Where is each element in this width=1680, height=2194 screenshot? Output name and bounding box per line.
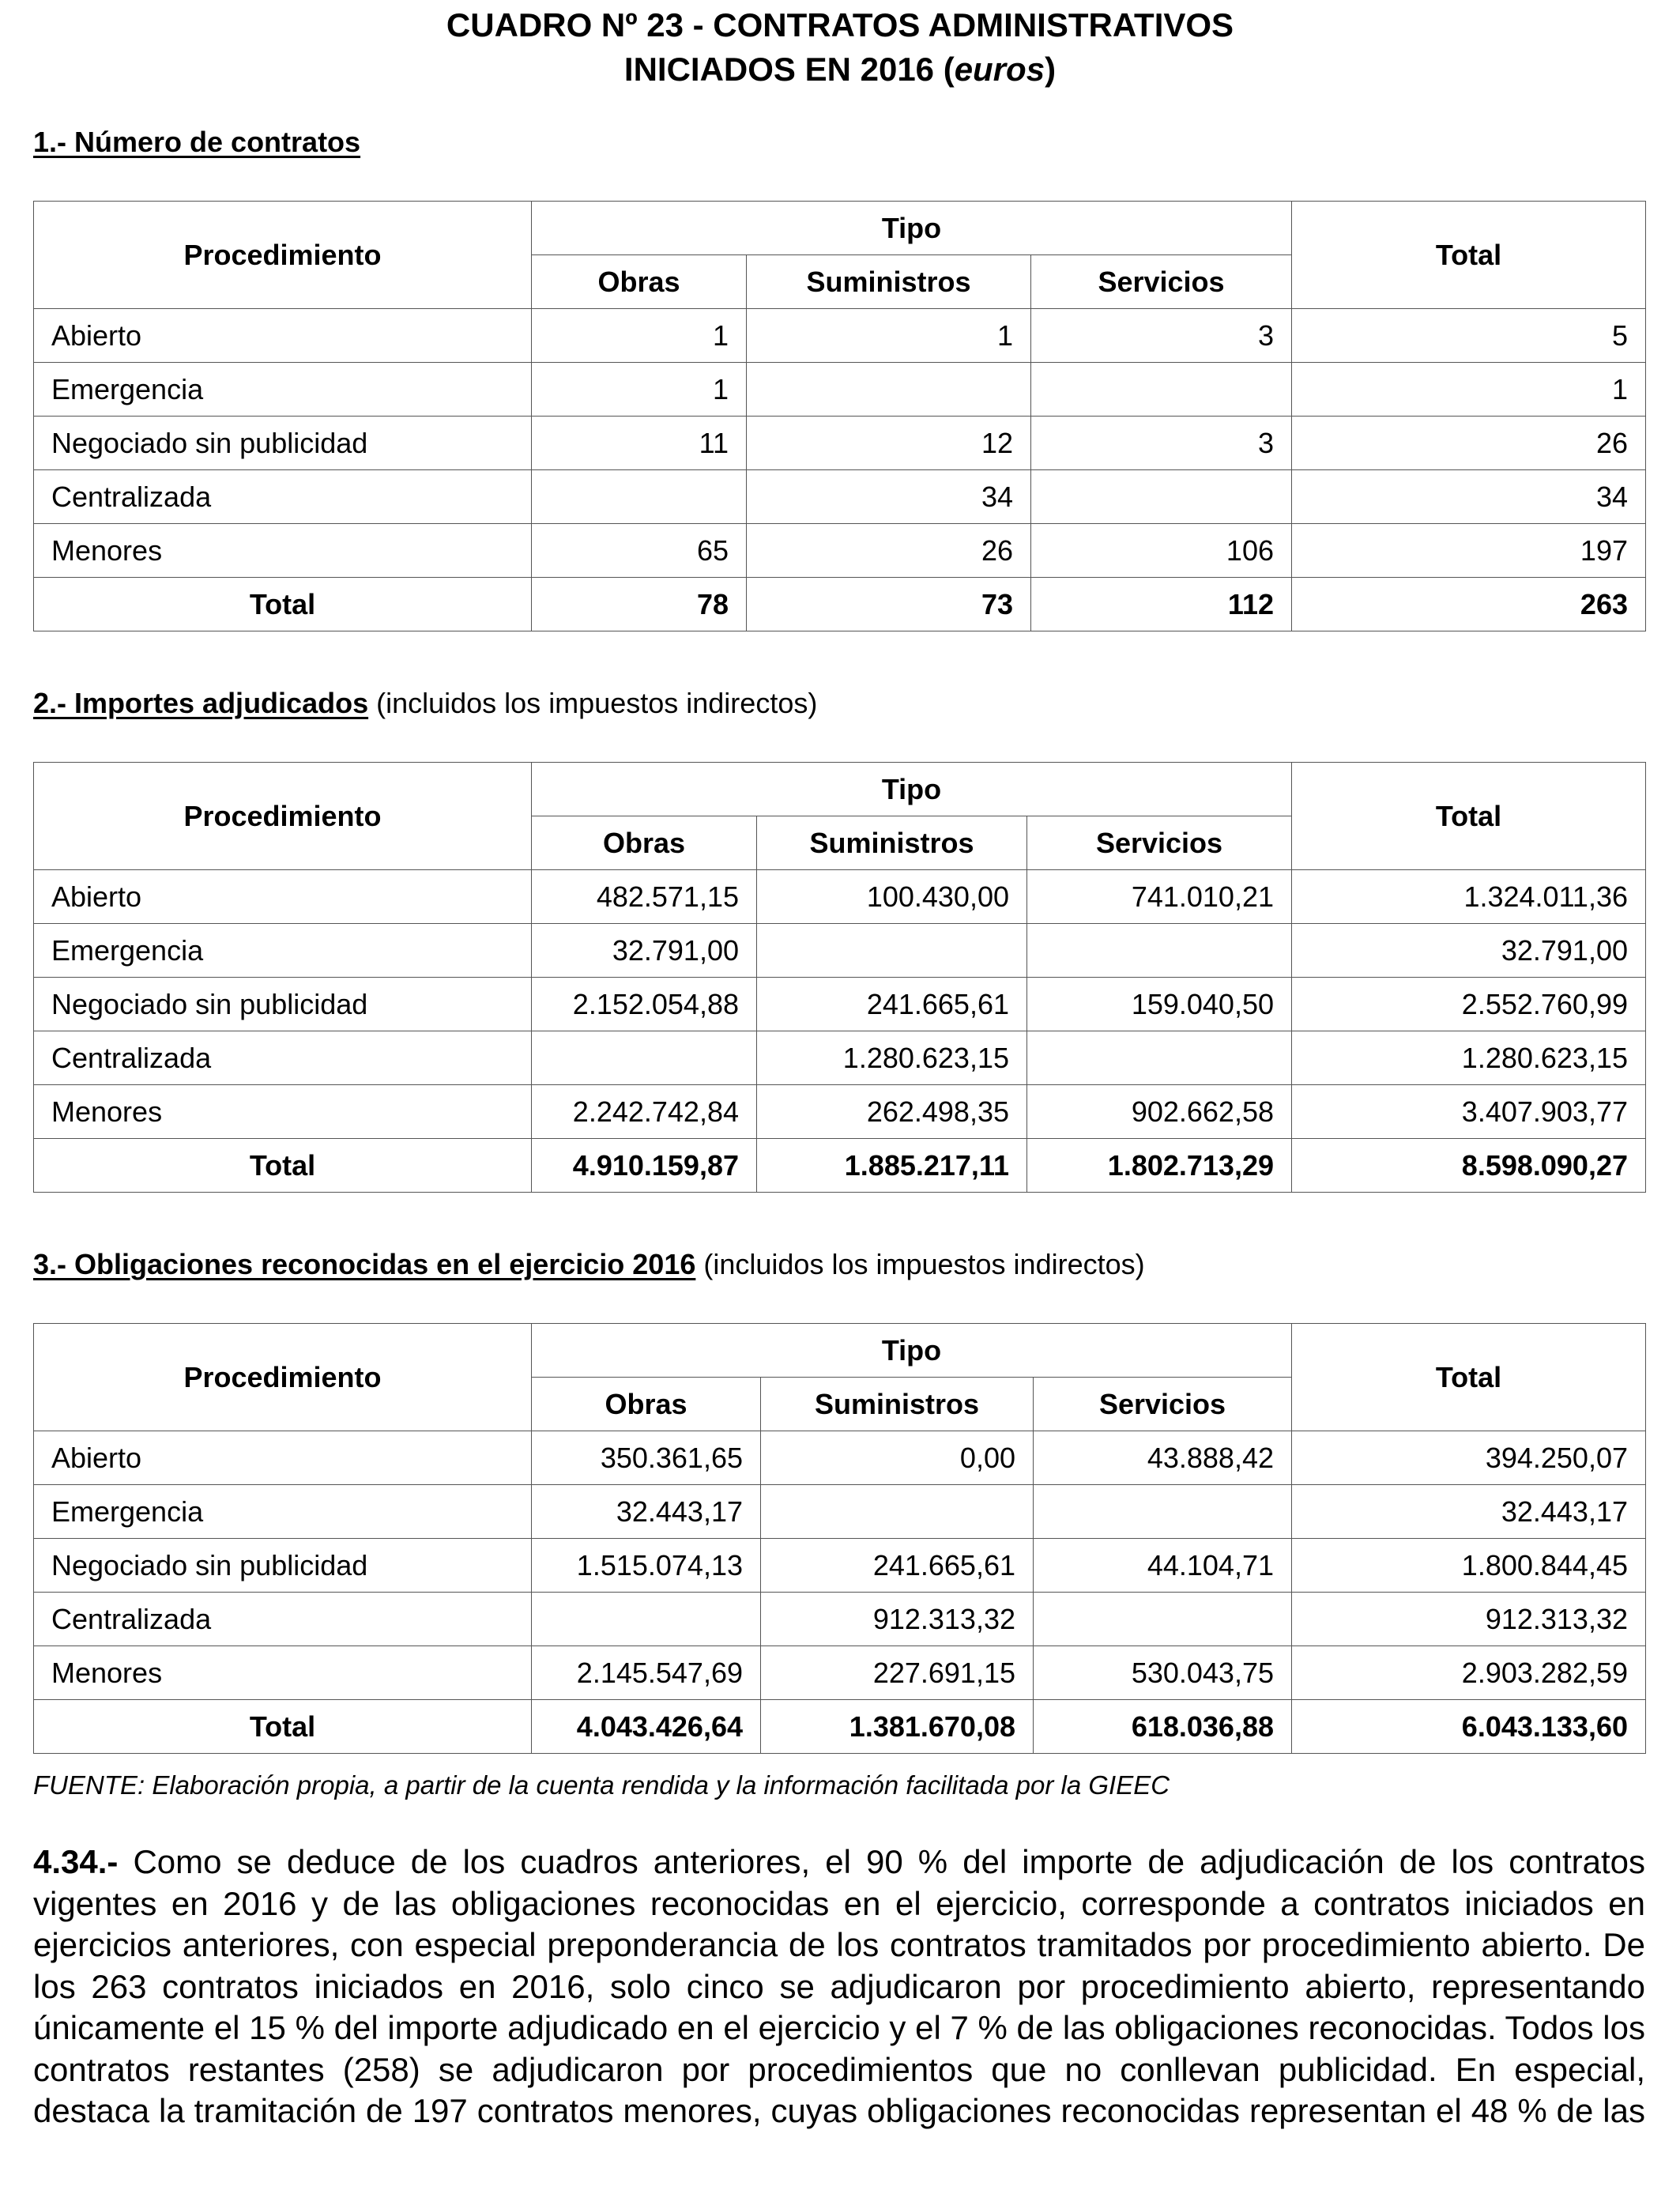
source-note: FUENTE: Elaboración propia, a partir de la cuenta rendida y la información facilitada por la GIEEC xyxy=(33,1770,1170,1800)
header-tipo: Tipo xyxy=(532,1324,1292,1378)
table-row: Menores 65 26 106 197 xyxy=(34,524,1646,578)
paragraph-4-34 xyxy=(33,1842,1645,2132)
table-row: Emergencia 1 1 xyxy=(34,363,1646,417)
table-row: Abierto 482.571,15 100.430,00 741.010,21 1.324.011,36 xyxy=(34,870,1646,924)
table-row: Negociado sin publicidad 11 12 3 26 xyxy=(34,417,1646,470)
table-total-row: Total 4.043.426,64 1.381.670,08 618.036,88 6.043.133,60 xyxy=(34,1700,1646,1754)
table-row: Negociado sin publicidad 1.515.074,13 241.665,61 44.104,71 1.800.844,45 xyxy=(34,1539,1646,1593)
header-servicios: Servicios xyxy=(1031,255,1292,309)
title-line-2: INICIADOS EN 2016 (euros) xyxy=(623,51,1057,88)
header-suministros: Suministros xyxy=(747,255,1031,309)
table-row: Centralizada 912.313,32 912.313,32 xyxy=(34,1593,1646,1646)
paragraph-text: Como se deduce de los cuadros anteriores, el 90 % del importe de adjudicación de los contratos vigentes en 2016 y de las obligaciones reconocidas en el ejercicio, corresponde a contratos iniciados en ejercicios anteriores, con especial preponderancia de los contratos tramitados por procedimiento abierto. De los 263 contratos iniciados en 2016, solo cinco se adjudicaron por procedimiento abierto, representando únicamente el 15 % del importe adjudicado en el ejercicio y el 7 % de las obligaciones reconocidas. Todos los contratos restantes (258) se adjudicaron por procedimientos que no conllevan publicidad. En especial, destaca la tramitación de 197 contratos menores, cuyas obligaciones reconocidas representan el 48 % de las xyxy=(33,1843,1645,2129)
table-row: Menores 2.145.547,69 227.691,15 530.043,75 2.903.282,59 xyxy=(34,1646,1646,1700)
section-3-heading: 3.- Obligaciones reconocidas en el ejercicio 2016 (incluidos los impuestos indirectos) xyxy=(33,1248,1145,1280)
table-obligaciones-reconocidas xyxy=(33,1323,1646,1754)
header-total: Total xyxy=(1292,763,1646,870)
table-total-row: Total 4.910.159,87 1.885.217,11 1.802.713,29 8.598.090,27 xyxy=(34,1139,1646,1193)
paragraph-number: 4.34.- xyxy=(33,1843,119,1880)
header-servicios: Servicios xyxy=(1027,816,1292,870)
header-suministros: Suministros xyxy=(757,816,1027,870)
page-title xyxy=(0,3,1680,92)
table-total-row: Total 78 73 112 263 xyxy=(34,578,1646,631)
section-1-heading: 1.- Número de contratos xyxy=(33,126,361,158)
title-line-1: CUADRO Nº 23 - CONTRATOS ADMINISTRATIVOS xyxy=(446,6,1234,43)
table-numero-contratos xyxy=(33,201,1646,631)
header-suministros: Suministros xyxy=(761,1378,1034,1431)
header-servicios: Servicios xyxy=(1034,1378,1292,1431)
table-row: Centralizada 1.280.623,15 1.280.623,15 xyxy=(34,1031,1646,1085)
header-obras: Obras xyxy=(532,816,757,870)
table-row: Abierto 1 1 3 5 xyxy=(34,309,1646,363)
header-procedimiento: Procedimiento xyxy=(34,1324,532,1431)
header-tipo: Tipo xyxy=(532,763,1292,816)
table-row: Negociado sin publicidad 2.152.054,88 241.665,61 159.040,50 2.552.760,99 xyxy=(34,978,1646,1031)
table-row: Emergencia 32.443,17 32.443,17 xyxy=(34,1485,1646,1539)
header-total: Total xyxy=(1292,202,1646,309)
header-total: Total xyxy=(1292,1324,1646,1431)
table-row: Abierto 350.361,65 0,00 43.888,42 394.250,07 xyxy=(34,1431,1646,1485)
table-importes-adjudicados xyxy=(33,762,1646,1193)
header-procedimiento: Procedimiento xyxy=(34,763,532,870)
table-row: Menores 2.242.742,84 262.498,35 902.662,58 3.407.903,77 xyxy=(34,1085,1646,1139)
section-2-heading: 2.- Importes adjudicados (incluidos los impuestos indirectos) xyxy=(33,687,818,719)
header-obras: Obras xyxy=(532,1378,761,1431)
table-row: Centralizada 34 34 xyxy=(34,470,1646,524)
header-tipo: Tipo xyxy=(532,202,1292,255)
table-row: Emergencia 32.791,00 32.791,00 xyxy=(34,924,1646,978)
header-procedimiento: Procedimiento xyxy=(34,202,532,309)
header-obras: Obras xyxy=(532,255,747,309)
